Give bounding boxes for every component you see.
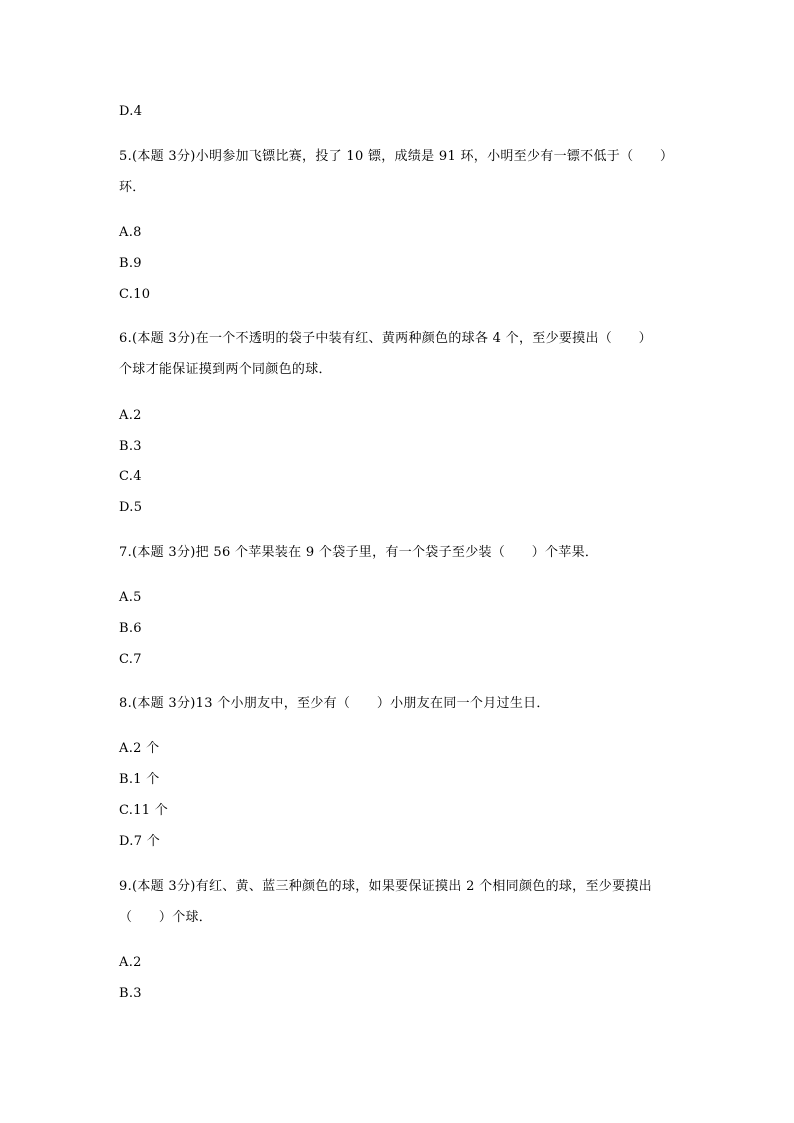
question-5-option-c: C.10 xyxy=(119,287,151,302)
question-8-option-b: B.1 个 xyxy=(119,772,160,787)
question-8-option-c: C.11 个 xyxy=(119,803,169,818)
question-6-option-b: B.3 xyxy=(119,439,142,454)
question-9-option-b: B.3 xyxy=(119,986,142,1001)
question-5-option-a: A.8 xyxy=(119,225,142,240)
question-7-stem: 7.(本题 3分)把 56 个苹果装在 9 个袋子里，有一个袋子至少装（ ）个苹果． xyxy=(119,545,599,560)
question-6-option-a: A.2 xyxy=(119,408,142,423)
question-7-option-a: A.5 xyxy=(119,590,142,605)
question-7-option-c: C.7 xyxy=(119,652,142,667)
question-6-stem: 6.(本题 3分)在一个不透明的袋子中装有红、黄两种颜色的球各 4 个，至少要摸出（ ） xyxy=(119,331,652,346)
question-5-stem: 5.(本题 3分)小明参加飞镖比赛，投了 10 镖，成绩是 91 环，小明至少有一镖不低于（ ） xyxy=(119,149,674,164)
question-5-option-b: B.9 xyxy=(119,256,142,271)
question-9-stem: 9.(本题 3分)有红、黄、蓝三种颜色的球，如果要保证摸出 2 个相同颜色的球，至少要摸出 xyxy=(119,879,652,894)
question-9-stem-cont: （ ）个球． xyxy=(119,910,213,925)
question-8-option-a: A.2 个 xyxy=(119,741,160,756)
question-6-option-d: D.5 xyxy=(119,500,143,515)
question-6-stem-cont: 个球才能保证摸到两个同颜色的球． xyxy=(119,362,332,377)
question-6-option-c: C.4 xyxy=(119,469,142,484)
option-d-prev: D.4 xyxy=(119,104,143,119)
question-5-stem-cont: 环． xyxy=(119,180,146,195)
question-8-stem: 8.(本题 3分)13 个小朋友中，至少有（ ）小朋友在同一个月过生日． xyxy=(119,696,550,711)
question-7-option-b: B.6 xyxy=(119,621,142,636)
question-8-option-d: D.7 个 xyxy=(119,834,160,849)
question-9-option-a: A.2 xyxy=(119,955,142,970)
